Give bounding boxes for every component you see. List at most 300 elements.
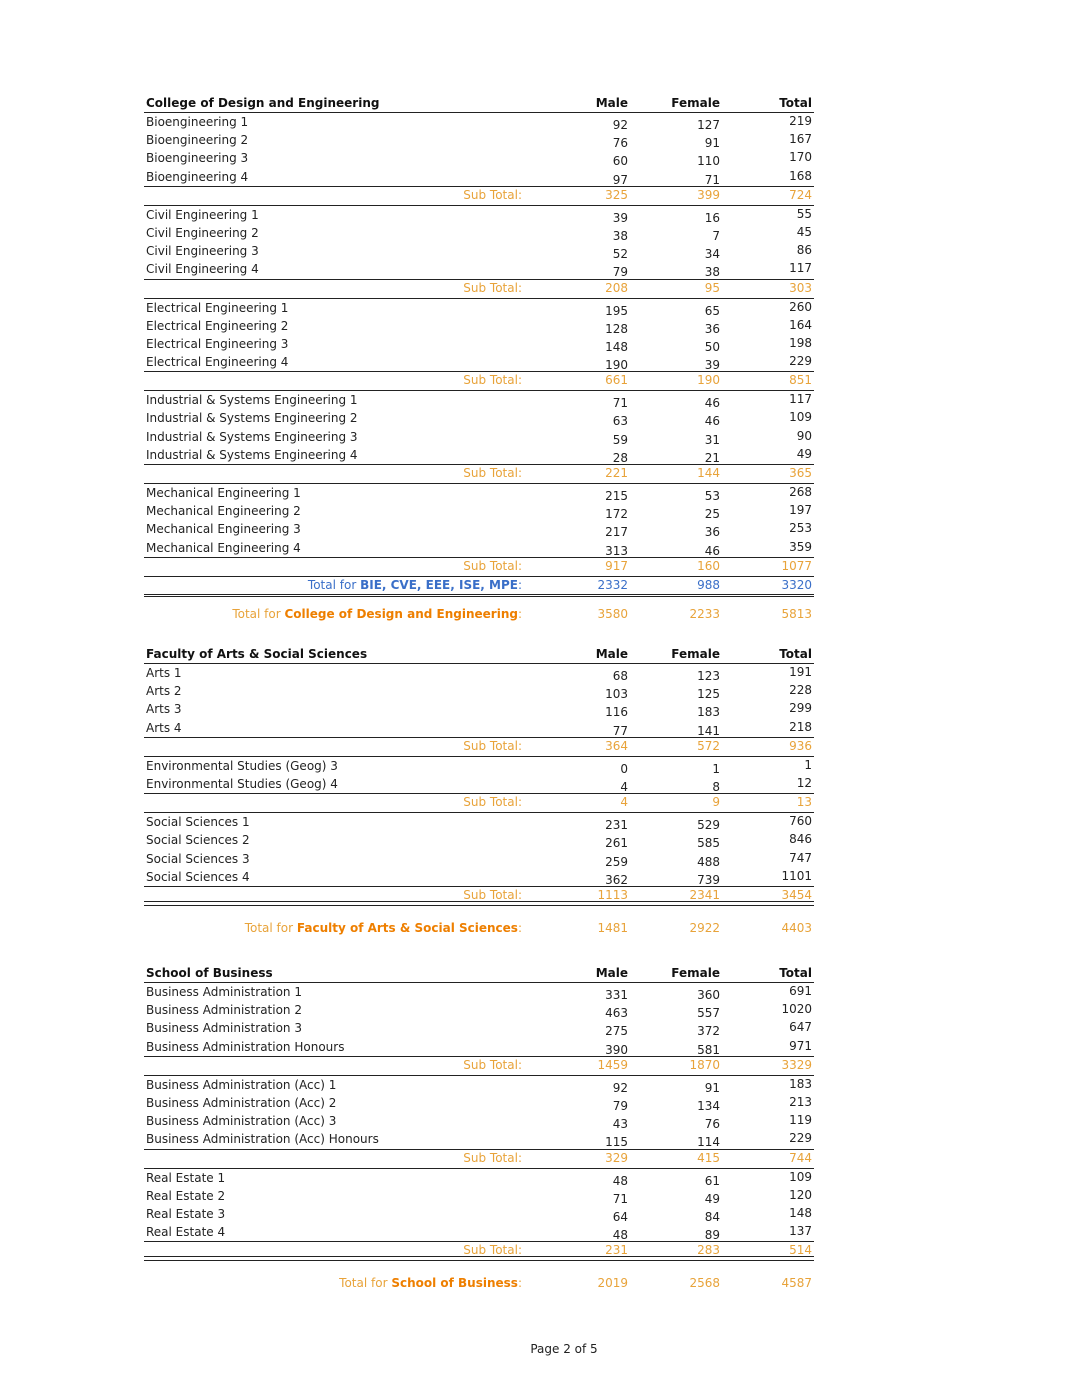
male-count: 313 <box>605 543 628 558</box>
program-name: Industrial & Systems Engineering 1 <box>146 393 358 408</box>
subtotal-row <box>144 794 814 813</box>
male-count: 390 <box>605 1042 628 1057</box>
table-row <box>144 149 814 167</box>
table-row <box>144 502 814 520</box>
female-count: 71 <box>704 172 720 187</box>
male-count: 190 <box>605 358 628 373</box>
subtotal-female: 1870 <box>689 1057 720 1072</box>
female-count: 49 <box>704 1191 720 1206</box>
subtotal-male: 917 <box>605 558 628 573</box>
female-count: 21 <box>704 450 720 465</box>
total-count: 117 <box>789 392 812 407</box>
subtotal-female: 144 <box>697 466 720 480</box>
table-row <box>144 484 814 502</box>
subtotal-row <box>144 1242 814 1261</box>
female-count: 84 <box>704 1209 720 1224</box>
college-total-table <box>144 919 814 937</box>
total-count: 647 <box>789 1020 812 1035</box>
female-count: 134 <box>697 1098 720 1113</box>
section-table <box>144 95 814 597</box>
male-count: 259 <box>605 854 628 869</box>
female-count: 46 <box>704 396 720 411</box>
female-count: 183 <box>697 705 720 720</box>
female-count: 39 <box>704 358 720 373</box>
program-name: Environmental Studies (Geog) 4 <box>146 776 338 791</box>
table-row <box>144 700 814 718</box>
subtotal-total: 744 <box>789 1150 812 1165</box>
total-count: 268 <box>789 485 812 499</box>
subtotal-row <box>144 558 814 577</box>
section-header-row <box>144 646 814 664</box>
total-count: 198 <box>789 335 812 350</box>
female-count: 488 <box>697 854 720 869</box>
total-count: 120 <box>789 1187 812 1202</box>
female-count: 8 <box>712 779 720 794</box>
table-row <box>144 242 814 260</box>
college-total-name: School of Business <box>391 1276 518 1290</box>
college-total-male: 1481 <box>597 921 628 935</box>
male-count: 261 <box>605 836 628 851</box>
program-name: Mechanical Engineering 4 <box>146 540 301 555</box>
college-total-label: Total for Faculty of Arts & Social Sciences: <box>244 921 522 935</box>
program-name: Social Sciences 3 <box>146 851 250 866</box>
subtotal-male: 1113 <box>597 887 628 902</box>
total-count: 971 <box>789 1038 812 1053</box>
subtotal-row <box>144 465 814 484</box>
subtotal-total: 13 <box>796 795 812 810</box>
subtotal-row <box>144 187 814 206</box>
male-count: 77 <box>612 723 628 738</box>
subtotal-female: 160 <box>697 558 720 573</box>
table-row <box>144 113 814 131</box>
female-count: 36 <box>704 525 720 540</box>
program-name: Real Estate 3 <box>146 1206 226 1221</box>
section-title: Faculty of Arts & Social Sciences <box>146 647 368 661</box>
male-column-header: Male <box>595 96 628 110</box>
program-name: Bioengineering 1 <box>146 115 249 129</box>
table-row <box>144 719 814 738</box>
table-row <box>144 260 814 279</box>
program-name: Mechanical Engineering 3 <box>146 522 301 537</box>
table-row <box>144 520 814 538</box>
male-count: 39 <box>612 210 628 225</box>
total-count: 164 <box>789 317 812 332</box>
female-count: 91 <box>704 136 720 151</box>
total-count: 760 <box>789 814 812 829</box>
female-count: 53 <box>704 489 720 503</box>
female-count: 127 <box>697 118 720 132</box>
table-row <box>144 391 814 409</box>
female-count: 50 <box>704 339 720 354</box>
table-row <box>144 1205 814 1223</box>
male-count: 52 <box>612 247 628 262</box>
male-count: 63 <box>612 414 628 429</box>
total-count: 167 <box>789 132 812 147</box>
table-row <box>144 428 814 446</box>
subtotal-male: 325 <box>605 187 628 202</box>
total-count: 90 <box>796 428 812 443</box>
section-table <box>144 965 814 1261</box>
female-count: 76 <box>704 1117 720 1132</box>
subtotal-male: 329 <box>605 1150 628 1165</box>
subtotal-male: 661 <box>605 373 628 388</box>
female-count: 585 <box>697 836 720 851</box>
female-count: 65 <box>704 303 720 318</box>
subtotal-male: 1459 <box>597 1057 628 1072</box>
female-count: 372 <box>697 1024 720 1039</box>
table-row <box>144 1019 814 1037</box>
total-count: 109 <box>789 1169 812 1184</box>
college-total-table <box>144 605 814 623</box>
college-total-row <box>144 605 814 623</box>
section-divider <box>144 1256 814 1257</box>
total-count: 846 <box>789 832 812 847</box>
total-count: 119 <box>789 1113 812 1128</box>
total-count: 747 <box>789 850 812 865</box>
section-title: College of Design and Engineering <box>146 96 380 110</box>
female-count: 61 <box>704 1173 720 1188</box>
program-name: Arts 4 <box>146 720 182 735</box>
college-total-female: 2922 <box>689 921 720 935</box>
table-row <box>144 206 814 224</box>
table-row <box>144 1187 814 1205</box>
male-count: 48 <box>612 1228 628 1243</box>
total-count: 168 <box>789 168 812 183</box>
subtotal-label: Sub Total: <box>463 1243 522 1258</box>
section-divider <box>144 901 814 902</box>
subtotal-female: 190 <box>697 373 720 388</box>
total-count: 191 <box>789 665 812 679</box>
program-name: Business Administration 2 <box>146 1003 302 1018</box>
female-count: 7 <box>712 228 720 243</box>
male-count: 231 <box>605 818 628 833</box>
subtotal-label: Sub Total: <box>463 1150 522 1165</box>
male-count: 362 <box>605 872 628 887</box>
table-row <box>144 983 814 1001</box>
subtotal-female: 2341 <box>689 887 720 902</box>
total-count: 45 <box>796 224 812 239</box>
male-count: 64 <box>612 1209 628 1224</box>
subtotal-row <box>144 887 814 906</box>
section-title: School of Business <box>146 966 273 980</box>
total-count: 228 <box>789 683 812 698</box>
female-column-header: Female <box>671 966 720 980</box>
total-count: 117 <box>789 261 812 276</box>
male-column-header: Male <box>595 647 628 661</box>
female-count: 360 <box>697 988 720 1002</box>
table-row <box>144 868 814 887</box>
program-name: Industrial & Systems Engineering 3 <box>146 429 358 444</box>
program-name: Real Estate 4 <box>146 1225 226 1240</box>
subtotal-female: 95 <box>704 280 720 295</box>
table-row <box>144 1094 814 1112</box>
male-count: 76 <box>612 136 628 151</box>
female-count: 46 <box>704 543 720 558</box>
college-total-table <box>144 1274 814 1292</box>
subtotal-total: 3454 <box>781 887 812 902</box>
subtotal-label: Sub Total: <box>463 187 522 202</box>
female-count: 31 <box>704 432 720 447</box>
table-row <box>144 224 814 242</box>
subtotal-label: Sub Total: <box>463 795 522 810</box>
subtotal-male: 221 <box>605 466 628 480</box>
group-total-row <box>144 577 814 597</box>
male-count: 217 <box>605 525 628 540</box>
subtotal-total: 365 <box>789 466 812 480</box>
program-name: Electrical Engineering 3 <box>146 336 289 351</box>
male-count: 116 <box>605 705 628 720</box>
college-total-female: 2233 <box>689 607 720 621</box>
table-row <box>144 1001 814 1019</box>
male-count: 4 <box>620 779 628 794</box>
program-name: Electrical Engineering 4 <box>146 355 289 370</box>
program-name: Environmental Studies (Geog) 3 <box>146 758 338 773</box>
male-count: 43 <box>612 1117 628 1132</box>
male-count: 195 <box>605 303 628 318</box>
program-name: Real Estate 1 <box>146 1170 226 1185</box>
total-count: 170 <box>789 150 812 165</box>
subtotal-row <box>144 1057 814 1076</box>
female-count: 557 <box>697 1006 720 1021</box>
section-header-row <box>144 965 814 983</box>
table-row <box>144 168 814 187</box>
female-count: 123 <box>697 669 720 683</box>
college-total-row <box>144 1274 814 1292</box>
total-count: 1 <box>804 757 812 772</box>
page-footer: Page 2 of 5 <box>530 1342 598 1356</box>
college-total-name: College of Design and Engineering <box>284 607 518 621</box>
section-table <box>144 646 814 906</box>
subtotal-total: 936 <box>789 738 812 753</box>
total-column-header: Total <box>779 966 812 980</box>
female-count: 125 <box>697 687 720 702</box>
female-column-header: Female <box>671 647 720 661</box>
total-count: 137 <box>789 1224 812 1239</box>
male-count: 0 <box>620 761 628 776</box>
male-count: 275 <box>605 1024 628 1039</box>
program-name: Business Administration (Acc) Honours <box>146 1132 379 1147</box>
subtotal-total: 1077 <box>781 558 812 573</box>
program-name: Business Administration (Acc) 3 <box>146 1114 337 1129</box>
program-name: Arts 1 <box>146 666 182 680</box>
total-column-header: Total <box>779 96 812 110</box>
college-total-label: Total for School of Business: <box>339 1276 522 1290</box>
total-count: 49 <box>796 446 812 461</box>
total-count: 55 <box>796 206 812 221</box>
female-count: 529 <box>697 818 720 833</box>
program-name: Business Administration (Acc) 2 <box>146 1095 337 1110</box>
table-row <box>144 1223 814 1242</box>
male-count: 103 <box>605 687 628 702</box>
table-row <box>144 317 814 335</box>
program-name: Bioengineering 3 <box>146 151 249 166</box>
program-name: Social Sciences 2 <box>146 833 250 848</box>
college-total-label: Total for College of Design and Engineering: <box>232 607 522 621</box>
total-count: 253 <box>789 521 812 536</box>
subtotal-total: 514 <box>789 1243 812 1258</box>
program-name: Bioengineering 2 <box>146 133 249 148</box>
male-count: 115 <box>605 1135 628 1150</box>
program-name: Business Administration (Acc) 1 <box>146 1077 337 1092</box>
female-count: 581 <box>697 1042 720 1057</box>
male-count: 79 <box>612 1098 628 1113</box>
male-count: 92 <box>612 1080 628 1095</box>
program-name: Industrial & Systems Engineering 4 <box>146 447 358 462</box>
subtotal-total: 851 <box>789 373 812 388</box>
subtotal-male: 208 <box>605 280 628 295</box>
program-name: Business Administration Honours <box>146 1039 345 1054</box>
total-column-header: Total <box>779 647 812 661</box>
program-name: Electrical Engineering 2 <box>146 318 289 333</box>
total-count: 12 <box>796 775 812 790</box>
total-count: 183 <box>789 1076 812 1091</box>
program-name: Mechanical Engineering 2 <box>146 504 301 519</box>
female-count: 25 <box>704 507 720 522</box>
total-count: 299 <box>789 701 812 716</box>
group-total-name: BIE, CVE, EEE, ISE, MPE <box>360 577 518 592</box>
group-total-female: 988 <box>697 577 720 592</box>
male-column-header: Male <box>595 966 628 980</box>
table-row <box>144 664 814 682</box>
table-row <box>144 131 814 149</box>
total-count: 229 <box>789 354 812 369</box>
subtotal-female: 9 <box>712 795 720 810</box>
female-count: 1 <box>712 761 720 776</box>
program-name: Industrial & Systems Engineering 2 <box>146 411 358 426</box>
female-count: 36 <box>704 321 720 336</box>
table-row <box>144 813 814 831</box>
subtotal-row <box>144 280 814 299</box>
table-row <box>144 539 814 558</box>
program-name: Civil Engineering 1 <box>146 207 259 222</box>
table-row <box>144 1076 814 1094</box>
female-count: 16 <box>704 210 720 225</box>
table-row <box>144 353 814 372</box>
subtotal-label: Sub Total: <box>463 373 522 388</box>
subtotal-label: Sub Total: <box>463 1057 522 1072</box>
section-header-row <box>144 95 814 113</box>
total-count: 109 <box>789 410 812 425</box>
male-count: 28 <box>612 450 628 465</box>
total-count: 218 <box>789 719 812 734</box>
male-count: 68 <box>612 669 628 683</box>
male-count: 172 <box>605 507 628 522</box>
table-row <box>144 850 814 868</box>
male-count: 71 <box>612 396 628 411</box>
male-count: 215 <box>605 489 628 503</box>
college-total-male: 3580 <box>597 607 628 621</box>
female-count: 38 <box>704 265 720 280</box>
subtotal-total: 724 <box>789 187 812 202</box>
subtotal-female: 415 <box>697 1150 720 1165</box>
program-name: Electrical Engineering 1 <box>146 300 289 315</box>
female-count: 91 <box>704 1080 720 1095</box>
college-total-total: 5813 <box>781 607 812 621</box>
program-name: Arts 3 <box>146 702 182 717</box>
program-name: Civil Engineering 2 <box>146 225 259 240</box>
subtotal-female: 572 <box>697 738 720 753</box>
total-count: 691 <box>789 984 812 998</box>
female-count: 110 <box>697 154 720 169</box>
table-row <box>144 1130 814 1149</box>
program-name: Bioengineering 4 <box>146 169 249 184</box>
subtotal-total: 303 <box>789 280 812 295</box>
total-count: 229 <box>789 1131 812 1146</box>
male-count: 71 <box>612 1191 628 1206</box>
female-count: 739 <box>697 872 720 887</box>
group-total-label: Total for BIE, CVE, EEE, ISE, MPE: <box>307 577 522 592</box>
table-row <box>144 831 814 849</box>
college-total-row <box>144 919 814 937</box>
subtotal-female: 399 <box>697 187 720 202</box>
total-count: 148 <box>789 1205 812 1220</box>
subtotal-label: Sub Total: <box>463 738 522 753</box>
female-count: 34 <box>704 247 720 262</box>
group-total-male: 2332 <box>597 577 628 592</box>
total-count: 260 <box>789 299 812 314</box>
female-count: 141 <box>697 723 720 738</box>
subtotal-label: Sub Total: <box>463 887 522 902</box>
program-name: Social Sciences 1 <box>146 815 250 830</box>
program-name: Arts 2 <box>146 684 182 699</box>
subtotal-male: 4 <box>620 795 628 810</box>
table-row <box>144 682 814 700</box>
total-count: 197 <box>789 503 812 518</box>
table-row <box>144 757 814 775</box>
program-name: Civil Engineering 4 <box>146 262 259 277</box>
program-name: Civil Engineering 3 <box>146 244 259 259</box>
male-count: 48 <box>612 1173 628 1188</box>
program-name: Mechanical Engineering 1 <box>146 486 301 500</box>
male-count: 331 <box>605 988 628 1002</box>
college-total-male: 2019 <box>597 1276 628 1290</box>
table-row <box>144 409 814 427</box>
program-name: Real Estate 2 <box>146 1188 226 1203</box>
subtotal-male: 364 <box>605 738 628 753</box>
male-count: 463 <box>605 1006 628 1021</box>
male-count: 79 <box>612 265 628 280</box>
table-row <box>144 1169 814 1187</box>
subtotal-label: Sub Total: <box>463 558 522 573</box>
total-count: 1101 <box>781 868 812 883</box>
subtotal-total: 3329 <box>781 1057 812 1072</box>
male-count: 148 <box>605 339 628 354</box>
male-count: 38 <box>612 228 628 243</box>
table-row <box>144 775 814 794</box>
college-total-total: 4403 <box>781 921 812 935</box>
male-count: 59 <box>612 432 628 447</box>
program-name: Business Administration 1 <box>146 985 302 999</box>
subtotal-female: 283 <box>697 1243 720 1258</box>
college-total-female: 2568 <box>689 1276 720 1290</box>
subtotal-label: Sub Total: <box>463 280 522 295</box>
subtotal-male: 231 <box>605 1243 628 1258</box>
male-count: 60 <box>612 154 628 169</box>
total-count: 359 <box>789 539 812 554</box>
male-count: 128 <box>605 321 628 336</box>
total-count: 213 <box>789 1094 812 1109</box>
program-name: Business Administration 3 <box>146 1021 302 1036</box>
total-count: 86 <box>796 243 812 258</box>
male-count: 92 <box>612 118 628 132</box>
table-row <box>144 335 814 353</box>
subtotal-row <box>144 738 814 757</box>
subtotal-row <box>144 1150 814 1169</box>
subtotal-label: Sub Total: <box>463 466 522 480</box>
male-count: 97 <box>612 172 628 187</box>
table-row <box>144 299 814 317</box>
female-count: 89 <box>704 1228 720 1243</box>
